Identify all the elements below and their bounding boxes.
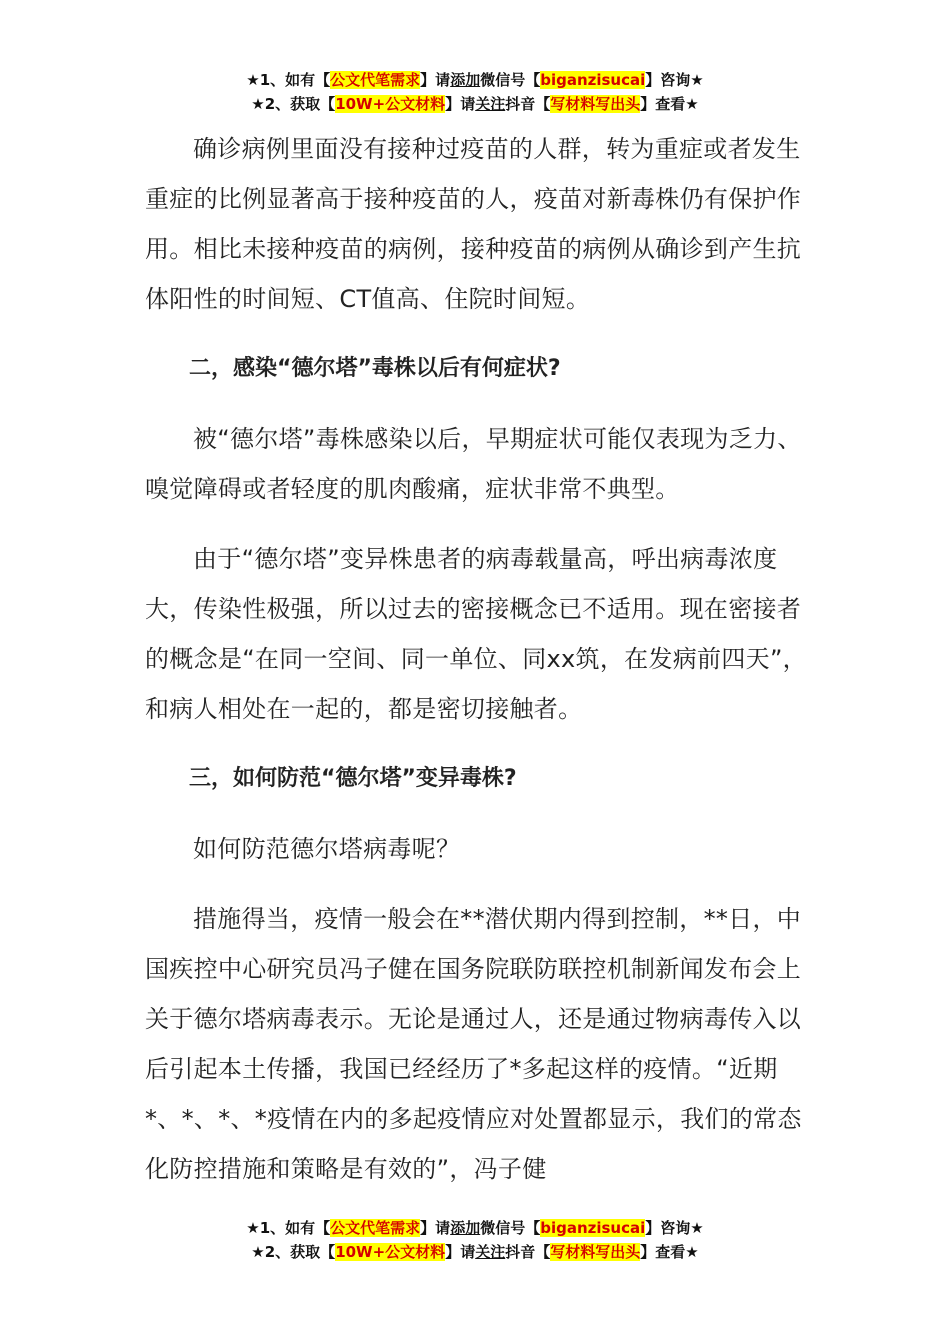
- banner-underline: 关注: [475, 1243, 506, 1261]
- banner-underline: 添加: [450, 1219, 481, 1237]
- banner-underline: 添加: [450, 71, 481, 89]
- document-body: [145, 124, 807, 1194]
- banner-text: 抖音【: [505, 1243, 551, 1261]
- banner-highlight: 10W+公文材料: [335, 1243, 446, 1261]
- paragraph-question: 如何防范德尔塔病毒呢？: [193, 835, 461, 863]
- banner-text: 】请: [420, 71, 451, 89]
- banner-text: ★1、如有【: [246, 71, 331, 89]
- banner-line-2: [0, 92, 950, 116]
- paragraph-vaccine: 确诊病例里面没有接种过疫苗的人群，转为重症或者发生重症的比例显著高于接种疫苗的人，疫苗对新毒株仍有保护作用。相比未接种疫苗的病例，接种疫苗的病例从确诊到产生抗体阳性的时间短、CT值高、住院时间短。: [145, 135, 802, 313]
- banner-line-2: [0, 1240, 950, 1264]
- banner-highlight: 公文代笔需求: [330, 1219, 421, 1237]
- banner-line-1: [0, 1216, 950, 1240]
- banner-highlight: biganzisucai: [540, 1219, 646, 1237]
- footer-banner: [0, 1216, 950, 1264]
- banner-text: 微信号【: [480, 71, 541, 89]
- heading-prevention: 三，如何防范“德尔塔”变异毒株?: [189, 766, 517, 791]
- banner-text: 】查看★: [640, 95, 699, 113]
- banner-text: 】请: [420, 1219, 451, 1237]
- banner-text: 】请: [445, 1243, 476, 1261]
- header-banner: [0, 68, 950, 116]
- banner-highlight: 写材料写出头: [550, 1243, 641, 1261]
- paragraph-measures: 措施得当，疫情一般会在**潜伏期内得到控制，**日，中国疾控中心研究员冯子健在国务院联防联控机制新闻发布会上关于德尔塔病毒表示。无论是通过人，还是通过物病毒传入以后引起本土传播，我国已经经历了*多起这样的疫情。“近期*、*、*、*疫情在内的多起疫情应对处置都显示，我们的常态化防控措施和策略是有效的”，冯子健: [145, 905, 802, 1183]
- banner-text: ★2、获取【: [251, 95, 336, 113]
- banner-text: 】查看★: [640, 1243, 699, 1261]
- banner-highlight: biganzisucai: [540, 71, 646, 89]
- banner-text: ★2、获取【: [251, 1243, 336, 1261]
- paragraph-symptoms: 被“德尔塔”毒株感染以后，早期症状可能仅表现为乏力、嗅觉障碍或者轻度的肌肉酸痛，症状非常不典型。: [145, 425, 802, 503]
- banner-line-1: [0, 68, 950, 92]
- banner-text: 】咨询★: [645, 71, 704, 89]
- banner-highlight: 写材料写出头: [550, 95, 641, 113]
- banner-text: 】请: [445, 95, 476, 113]
- banner-text: 抖音【: [505, 95, 551, 113]
- paragraph-close-contact: 由于“德尔塔”变异株患者的病毒载量高，呼出病毒浓度大，传染性极强，所以过去的密接概念已不适用。现在密接者的概念是“在同一空间、同一单位、同xx筑，在发病前四天”，和病人相处在一起的，都是密切接触者。: [145, 545, 807, 723]
- banner-text: 微信号【: [480, 1219, 541, 1237]
- banner-text: 】咨询★: [645, 1219, 704, 1237]
- banner-highlight: 公文代笔需求: [330, 71, 421, 89]
- banner-text: ★1、如有【: [246, 1219, 331, 1237]
- banner-highlight: 10W+公文材料: [335, 95, 446, 113]
- banner-underline: 关注: [475, 95, 506, 113]
- heading-symptoms: 二，感染“德尔塔”毒株以后有何症状?: [189, 356, 561, 381]
